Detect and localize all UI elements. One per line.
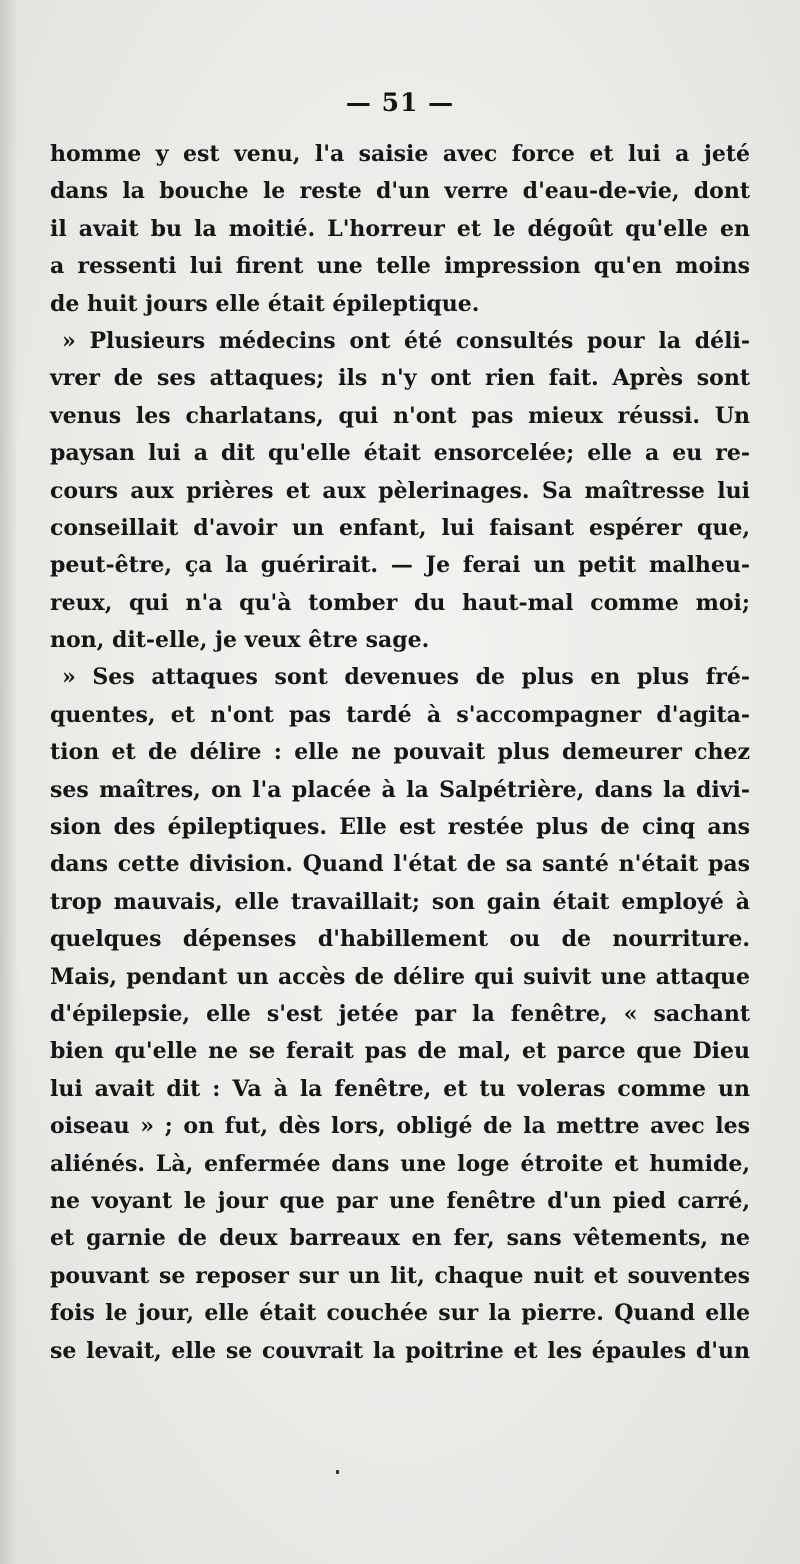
text-line: et garnie de deux barreaux en fer, sans vêtements, ne [50,1225,750,1252]
text-line: ne voyant le jour que par une fenêtre d'un pied carré, [50,1187,750,1214]
page-number: — 51 — [345,88,455,117]
text-line: Mais, pendant un accès de délire qui suivit une attaque [50,963,750,990]
text-line: » Plusieurs médecins ont été consultés pour la déli- [62,327,750,354]
text-line: tion et de délire : elle ne pouvait plus demeurer chez [50,739,750,766]
text-line: fois le jour, elle était couchée sur la pierre. Quand elle [50,1300,750,1327]
text-line: lui avait dit : Va à la fenêtre, et tu voleras comme un [50,1075,750,1102]
body-text [50,136,750,1370]
text-line: non, dit-elle, je veux être sage. [50,627,430,654]
page-gutter-shadow [0,0,18,1564]
text-line: sion des épileptiques. Elle est restée plus de cinq ans [50,814,750,841]
text-line: il avait bu la moitié. L'horreur et le dégoût qu'elle en [50,215,750,242]
text-line: reux, qui n'a qu'à tomber du haut-mal comme moi; [50,589,750,616]
text-line: bien qu'elle ne se ferait pas de mal, et parce que Dieu [50,1038,750,1065]
text-line: aliénés. Là, enfermée dans une loge étroite et humide, [50,1150,750,1177]
text-line: quelques dépenses d'habillement ou de nourriture. [50,926,750,953]
text-line: vrer de ses attaques; ils n'y ont rien fait. Après sont [50,365,750,392]
ink-speck [336,1470,339,1474]
text-line: peut-être, ça la guérirait. — Je ferai un petit malheu- [50,552,750,579]
text-line: d'épilepsie, elle s'est jetée par la fenêtre, « sachant [50,1000,750,1027]
text-line: de huit jours elle était épileptique. [50,290,480,317]
text-line: paysan lui a dit qu'elle était ensorcelée; elle a eu re- [50,440,750,467]
text-line: trop mauvais, elle travaillait; son gain était employé à [50,888,750,915]
text-line: dans la bouche le reste d'un verre d'eau-de-vie, dont [50,178,750,205]
text-line: se levait, elle se couvrait la poitrine et les épaules d'un [50,1337,750,1364]
text-line: conseillait d'avoir un enfant, lui faisant espérer que, [50,514,750,541]
text-line: quentes, et n'ont pas tardé à s'accompagner d'agita- [50,701,750,728]
text-line: cours aux prières et aux pèlerinages. Sa maîtresse lui [50,477,750,504]
text-line: dans cette division. Quand l'état de sa santé n'était pas [50,851,750,878]
text-line: » Ses attaques sont devenues de plus en plus fré- [62,664,750,691]
text-line: oiseau » ; on fut, dès lors, obligé de la mettre avec les [50,1113,750,1140]
text-line: venus les charlatans, qui n'ont pas mieux réussi. Un [50,402,750,429]
text-line: ses maîtres, on l'a placée à la Salpétrière, dans la divi- [50,776,750,803]
text-line: pouvant se reposer sur un lit, chaque nuit et souventes [50,1262,750,1289]
text-line: a ressenti lui firent une telle impression qu'en moins [50,253,750,280]
text-line: homme y est venu, l'a saisie avec force et lui a jeté [50,141,750,167]
